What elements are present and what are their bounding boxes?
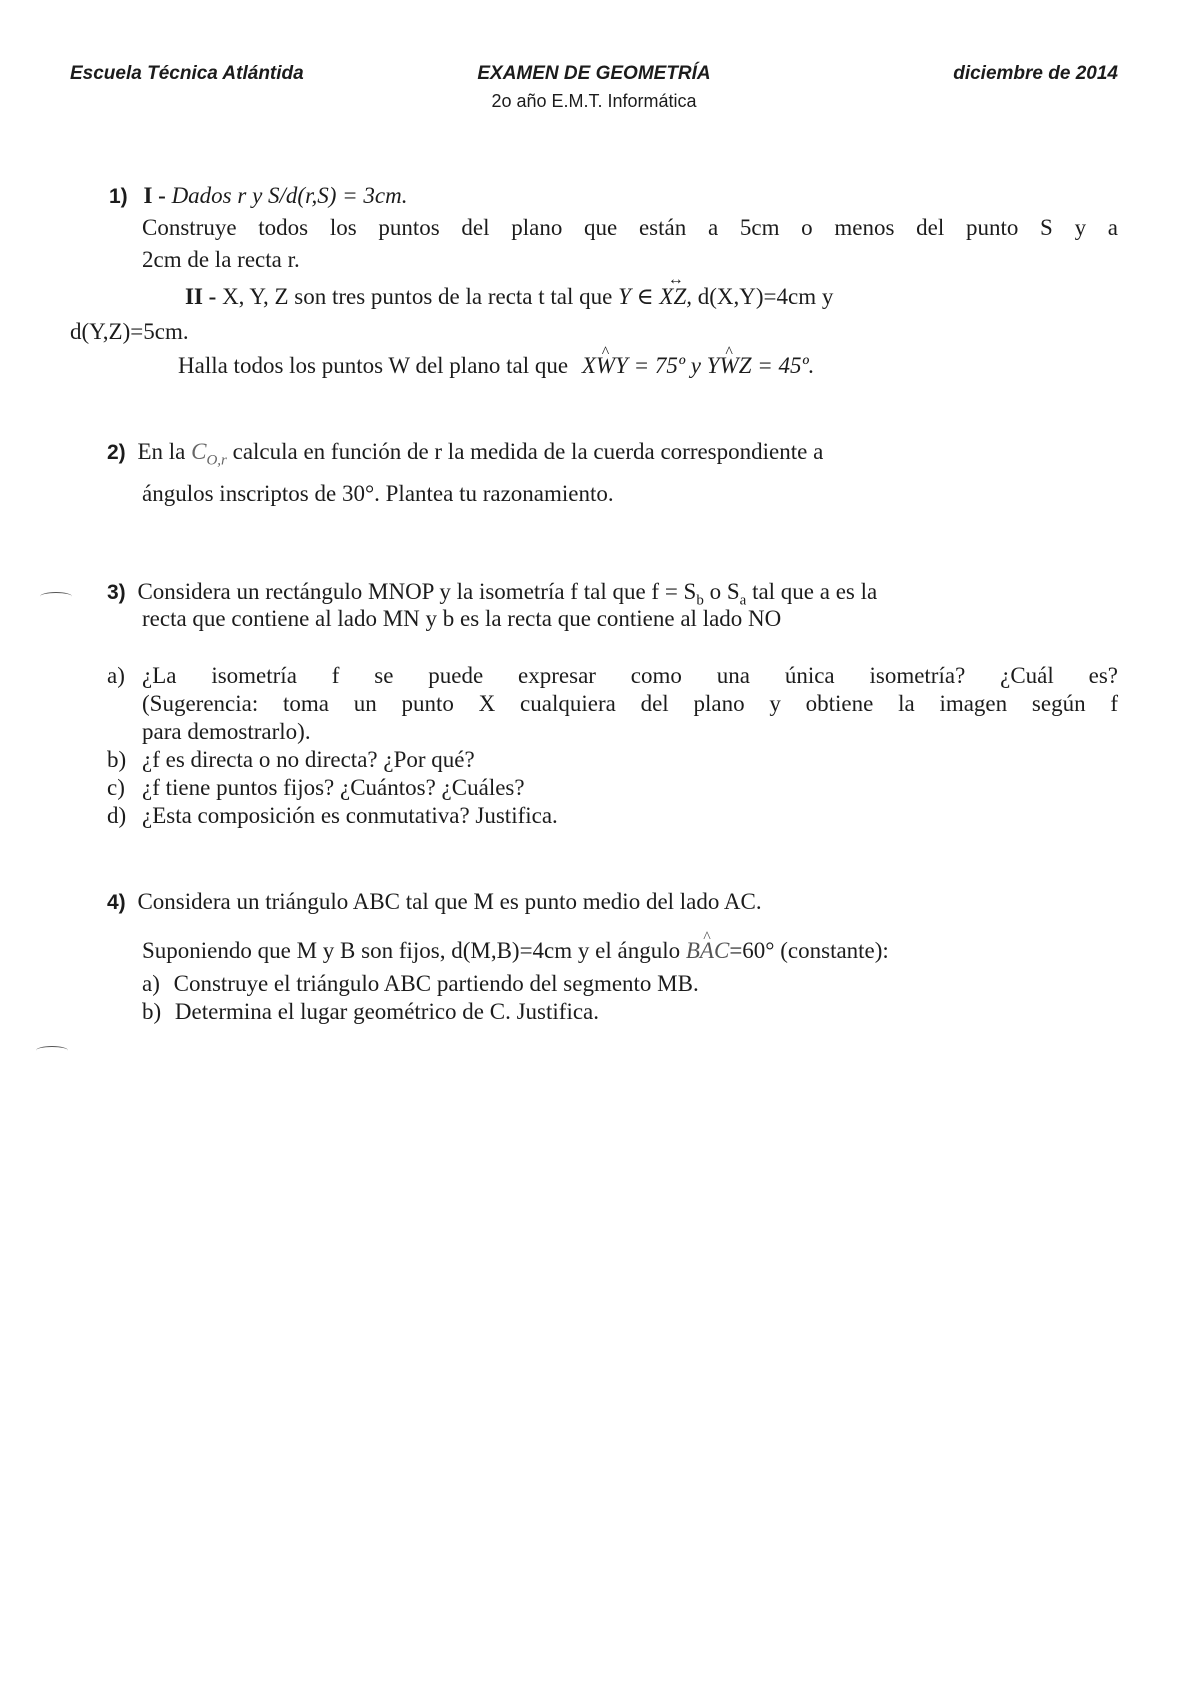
angle-ywz-a: Y [706,353,720,378]
q4-item-b-text: Determina el lugar geométrico de C. Justifica. [174,999,599,1024]
margin-mark-2 [36,1046,68,1055]
q4-item-b [142,998,599,1026]
question-1-line2: Construye todos los puntos del plano que están a 5cm o menos del punto S y a [142,215,1118,240]
angle-bac-vertex: ^ A [700,937,714,965]
question-4-line2 [142,937,889,965]
exam-title: EXAMEN DE GEOMETRÍA [477,63,711,84]
margin-mark-1 [40,592,72,601]
circle-letter: C [191,439,207,464]
question-1-line3: 2cm de la recta r. [142,247,300,272]
q3-item-d-label: d) [107,803,127,828]
part-2-math-y: Y ∈ [618,284,654,309]
line-xz-arrow: ↔ XZ, [659,283,692,311]
exam-subtitle: 2o año E.M.T. Informática [491,91,697,111]
part-2-label: II - [185,284,217,309]
q4-item-a [142,970,699,998]
school-name: Escuela Técnica Atlántida [70,63,304,84]
question-4-line2-text-a: Suponiendo que M y B son fijos, d(M,B)=4cm y el ángulo [142,938,681,963]
q3-item-b-text: ¿f es directa o no directa? ¿Por qué? [142,747,475,772]
q3-item-a-label: a) [107,663,125,688]
part-1-given: Dados r y S/d(r,S) = 3cm. [171,183,408,208]
question-2-number: 2) [107,441,126,464]
q4-item-b-label: b) [142,999,162,1024]
angle-ywz [707,353,815,378]
exam-date: diciembre de 2014 [953,63,1118,84]
part-2-text-b: d(X,Y)=4cm y [697,284,834,309]
question-4-number: 4) [107,891,126,914]
question-2-text-b: calcula en función de r la medida de la cuerda correspondiente a [232,439,824,464]
angle-bac [686,938,729,963]
part-2-line3 [178,352,814,380]
sub-a: a [739,592,747,609]
q4-item-a-text: Construye el triángulo ABC partiendo del segmento MB. [173,971,699,996]
question-4-line2-text-b: =60° (constante): [729,938,889,963]
question-2-text-a: En la [137,439,186,464]
angle-xwy-b: Y = 75º y [615,353,701,378]
q3-item-a-line3: para demostrarlo). [142,719,311,744]
part-1-label: I - [143,183,166,208]
question-4-text: Considera un triángulo ABC tal que M es punto medio del lado AC. [137,889,762,914]
angle-ywz-b: Z = 45º. [738,353,815,378]
angle-xwy [582,353,701,378]
question-2-line1 [107,438,823,475]
circle-symbol [191,439,227,469]
q3-item-c-label: c) [107,775,125,800]
angle-xwy-a: X [581,353,596,378]
part-2-text-a: X, Y, Z son tres puntos de la recta t tal que [222,284,613,309]
angle-ywz-vertex: ^ W [720,352,739,380]
angle-bac-c: C [713,938,730,963]
part-2-line3-text: Halla todos los puntos W del plano tal que [178,353,569,378]
part-2-line1 [185,283,833,311]
q3-item-b-label: b) [107,747,127,772]
part-2-line2: d(Y,Z)=5cm. [70,319,189,344]
angle-xwy-vertex: ^ W [596,352,615,380]
q3-item-a-line1: ¿La isometría f se puede expresar como una única isometría? ¿Cuál es? [142,663,1118,688]
question-3-line2: recta que contiene al lado MN y b es la recta que contiene al lado NO [142,606,782,631]
circle-subscript: O,r [206,452,227,469]
question-3-text-a: Considera un rectángulo MNOP y la isometría f tal que f = S [137,579,697,604]
question-1-line1 [109,182,407,211]
sub-b: b [696,592,704,609]
question-3-text-mid: o S [709,579,740,604]
q3-item-c-text: ¿f tiene puntos fijos? ¿Cuántos? ¿Cuáles? [142,775,525,800]
question-2-line2: ángulos inscriptos de 30°. Plantea tu razonamiento. [142,481,614,506]
q3-item-d-text: ¿Esta composición es conmutativa? Justifica. [142,803,558,828]
question-3-text-end: tal que a es la [752,579,878,604]
question-4-line1 [107,888,762,917]
question-1-number: 1) [109,185,128,208]
angle-bac-b: B [685,938,700,963]
q3-item-a-line2: (Sugerencia: toma un punto X cualquiera del plano y obtiene la imagen según f [142,691,1118,716]
question-3-number: 3) [107,581,126,604]
q4-item-a-label: a) [142,971,160,996]
